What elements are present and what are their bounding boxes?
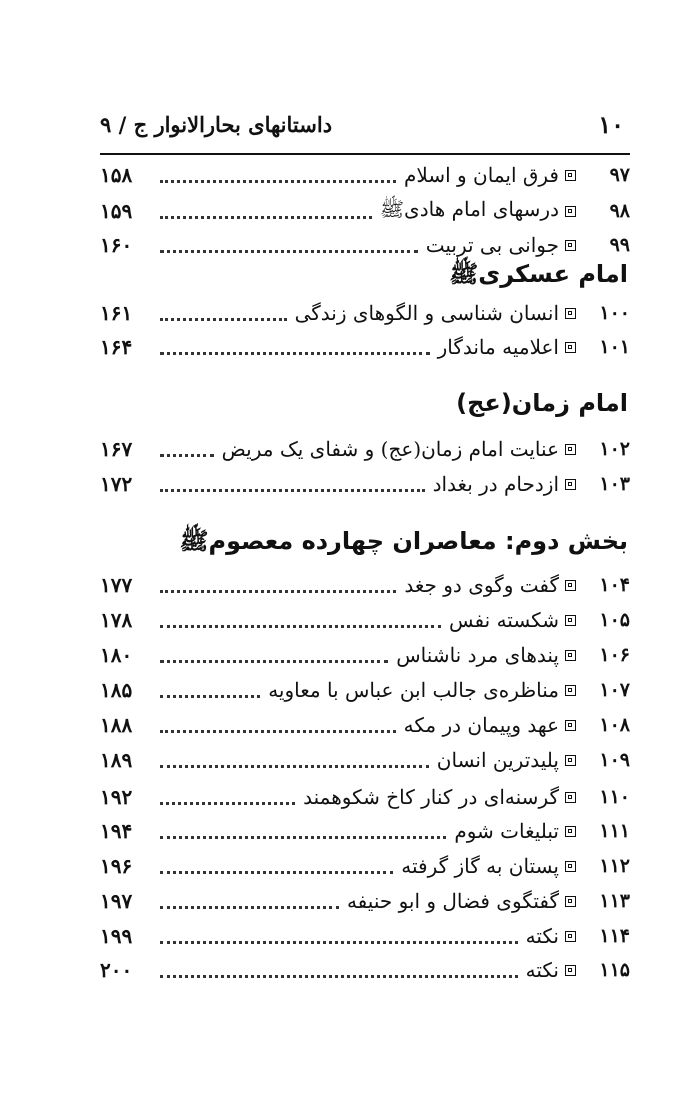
entry-number: ۱۰۶ (599, 644, 630, 666)
entry-title: نکته (525, 958, 559, 982)
entry-number: ۱۱۴ (599, 925, 630, 947)
toc-entry[interactable] (100, 229, 630, 261)
square-bullet-icon (565, 615, 576, 626)
dot-leader (160, 871, 393, 874)
toc-entry[interactable] (100, 744, 630, 776)
entry-number: ۹۹ (609, 234, 630, 256)
square-bullet-icon (565, 444, 576, 455)
dot-leader (160, 802, 295, 805)
entry-number: ۱۰۳ (599, 473, 630, 495)
square-bullet-icon (565, 861, 576, 872)
toc-entry[interactable] (100, 815, 630, 847)
entry-number: ۱۰۸ (599, 714, 630, 736)
entry-number: ۱۰۴ (599, 574, 630, 596)
dot-leader (160, 695, 260, 698)
square-bullet-icon (565, 931, 576, 942)
dot-leader (160, 180, 396, 183)
dot-leader (160, 765, 429, 768)
toc-entry[interactable] (100, 850, 630, 882)
square-bullet-icon (565, 755, 576, 766)
entry-page-number: ۱۸۹ (100, 748, 133, 772)
entry-title: نکته (525, 924, 559, 948)
section-heading: امام زمان(عج) (456, 389, 628, 417)
entry-page-number: ۱۵۸ (100, 163, 133, 187)
entry-title: ازدحام در بغداد (432, 472, 559, 496)
entry-number: ۱۱۵ (599, 959, 630, 981)
dot-leader (160, 941, 518, 944)
toc-entry[interactable] (100, 885, 630, 917)
header-book-title: داستانهای بحارالانوار ج / ۹ (100, 112, 333, 137)
square-bullet-icon (565, 965, 576, 976)
dot-leader (160, 836, 446, 839)
entry-title: پندهای مرد ناشناس (396, 643, 559, 667)
square-bullet-icon (565, 308, 576, 319)
header-divider (100, 153, 630, 155)
toc-entry[interactable] (100, 781, 630, 813)
toc-entry[interactable] (100, 569, 630, 601)
entry-number: ۱۱۲ (599, 855, 630, 877)
entry-number: ۱۰۲ (599, 438, 630, 460)
entry-page-number: ۱۶۷ (100, 437, 133, 461)
entry-page-number: ۱۵۹ (100, 199, 133, 223)
toc-entry[interactable] (100, 159, 630, 191)
entry-title: گفت وگوی دو جغد (404, 573, 559, 597)
square-bullet-icon (565, 206, 576, 217)
square-bullet-icon (565, 896, 576, 907)
square-bullet-icon (565, 720, 576, 731)
entry-title: مناظره‌ی جالب ابن عباس با معاویه (268, 678, 559, 702)
entry-number: ۱۱۳ (599, 890, 630, 912)
entry-page-number: ۱۹۴ (100, 819, 133, 843)
entry-page-number: ۲۰۰ (100, 958, 133, 982)
entry-number: ۱۰۷ (599, 679, 630, 701)
toc-entry[interactable] (100, 639, 630, 671)
entry-page-number: ۱۶۴ (100, 335, 133, 359)
dot-leader (160, 730, 396, 733)
entry-title: شکسته نفس (449, 608, 559, 632)
toc-entry[interactable] (100, 604, 630, 636)
square-bullet-icon (565, 826, 576, 837)
dot-leader (160, 906, 339, 909)
entry-title: جوانی بی تربیت (425, 233, 559, 257)
entry-page-number: ۱۸۵ (100, 678, 133, 702)
dot-leader (160, 975, 518, 978)
entry-page-number: ۱۷۲ (100, 472, 133, 496)
toc-entry[interactable] (100, 674, 630, 706)
square-bullet-icon (565, 342, 576, 353)
header-page-number: ۱۰ (598, 110, 624, 139)
entry-page-number: ۱۹۲ (100, 785, 133, 809)
dot-leader (160, 318, 287, 321)
section-heading: بخش دوم: معاصران چهارده معصومﷺ (179, 527, 628, 555)
entry-title: درسهای امام هادیﷺ (379, 196, 559, 221)
square-bullet-icon (565, 580, 576, 591)
dot-leader (160, 660, 388, 663)
entry-title: عهد وپیمان در مکه (403, 713, 559, 737)
entry-page-number: ۱۹۹ (100, 924, 133, 948)
square-bullet-icon (565, 792, 576, 803)
dot-leader (160, 216, 372, 219)
toc-entry[interactable] (100, 331, 630, 363)
entry-page-number: ۱۸۸ (100, 713, 133, 737)
entry-title: فرق ایمان و اسلام (404, 163, 559, 187)
entry-page-number: ۱۹۶ (100, 854, 133, 878)
entry-title: پلیدترین انسان (436, 748, 559, 772)
entry-title: عنایت امام زمان(عج) و شفای یک مریض (221, 437, 559, 461)
toc-entry[interactable] (100, 709, 630, 741)
entry-page-number: ۱۶۱ (100, 301, 133, 325)
dot-leader (160, 625, 441, 628)
square-bullet-icon (565, 240, 576, 251)
toc-entry[interactable] (100, 468, 630, 500)
entry-number: ۱۰۵ (599, 609, 630, 631)
square-bullet-icon (565, 650, 576, 661)
entry-number: ۱۰۰ (599, 302, 630, 324)
square-bullet-icon (565, 479, 576, 490)
entry-number: ۱۱۱ (599, 820, 630, 842)
entry-title: گرسنه‌ای در کنار کاخ شکوهمند (303, 785, 559, 809)
entry-number: ۱۰۱ (599, 336, 630, 358)
section-heading: امام عسکریﷺ (449, 260, 628, 288)
toc-entry[interactable] (100, 297, 630, 329)
square-bullet-icon (565, 170, 576, 181)
entry-title: اعلامیه ماندگار (437, 335, 559, 359)
entry-page-number: ۱۷۷ (100, 573, 133, 597)
entry-number: ۱۰۹ (599, 749, 630, 771)
entry-page-number: ۱۸۰ (100, 643, 133, 667)
square-bullet-icon (565, 685, 576, 696)
entry-page-number: ۱۶۰ (100, 233, 133, 257)
toc-entry[interactable] (100, 195, 630, 227)
entry-page-number: ۱۹۷ (100, 889, 133, 913)
toc-entry[interactable] (100, 433, 630, 465)
entry-title: گفتگوی فضال و ابو حنیفه (346, 889, 559, 913)
dot-leader (160, 590, 396, 593)
running-header (100, 108, 630, 148)
entry-number: ۱۱۰ (599, 786, 630, 808)
dot-leader (160, 352, 430, 355)
dot-leader (160, 454, 214, 457)
entry-number: ۹۸ (609, 200, 630, 222)
dot-leader (160, 250, 418, 253)
dot-leader (160, 489, 425, 492)
entry-title: تبلیغات شوم (454, 819, 559, 843)
entry-title: پستان به گاز گرفته (401, 854, 559, 878)
toc-entry[interactable] (100, 920, 630, 952)
entry-page-number: ۱۷۸ (100, 608, 133, 632)
toc-entry[interactable] (100, 954, 630, 986)
entry-number: ۹۷ (609, 164, 630, 186)
entry-title: انسان شناسی و الگوهای زندگی (294, 301, 559, 325)
